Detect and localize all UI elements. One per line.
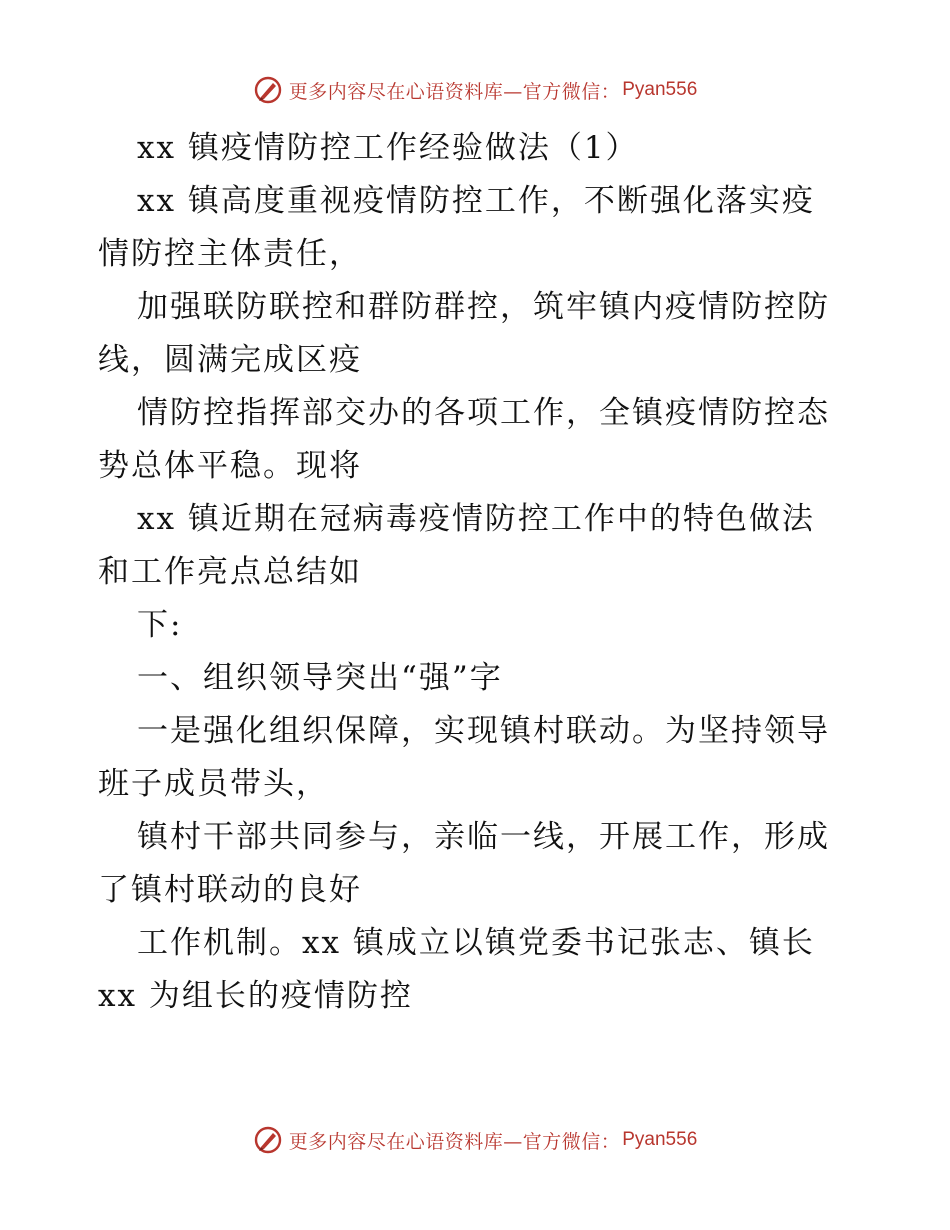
document-body bbox=[98, 122, 858, 1023]
watermark-handle: Pyan556 bbox=[622, 79, 698, 100]
doc-line: 情防控指挥部交办的各项工作，全镇疫情防控态 bbox=[137, 395, 830, 431]
doc-line: 和工作亮点总结如 bbox=[98, 554, 362, 590]
doc-line: xx 镇高度重视疫情防控工作，不断强化落实疫 bbox=[137, 183, 815, 219]
doc-line: 情防控主体责任， bbox=[98, 236, 362, 272]
doc-line: 一、组织领导突出“强”字 bbox=[137, 660, 503, 696]
doc-line: 下: bbox=[137, 607, 183, 643]
watermark-text: 更多内容尽在心语资料库—官方微信： bbox=[288, 80, 621, 103]
doc-line: 镇村干部共同参与，亲临一线，开展工作，形成 bbox=[137, 819, 830, 855]
doc-line: xx 镇近期在冠病毒疫情防控工作中的特色做法 bbox=[137, 501, 815, 537]
doc-line: xx 为组长的疫情防控 bbox=[98, 978, 413, 1014]
header-watermark bbox=[0, 70, 950, 110]
pen-logo-icon bbox=[253, 75, 283, 105]
doc-line: 势总体平稳。现将 bbox=[98, 448, 362, 484]
doc-line: xx 镇疫情防控工作经验做法（1） bbox=[137, 130, 639, 166]
pen-logo-icon bbox=[253, 1125, 283, 1155]
doc-line: 了镇村联动的良好 bbox=[98, 872, 362, 908]
watermark-text: 更多内容尽在心语资料库—官方微信： bbox=[288, 1130, 621, 1153]
doc-line: 班子成员带头， bbox=[98, 766, 329, 802]
doc-line: 一是强化组织保障，实现镇村联动。为坚持领导 bbox=[137, 713, 830, 749]
doc-line: 线，圆满完成区疫 bbox=[98, 342, 362, 378]
footer-watermark bbox=[0, 1120, 950, 1160]
doc-line: 加强联防联控和群防群控，筑牢镇内疫情防控防 bbox=[137, 289, 830, 325]
watermark-handle: Pyan556 bbox=[622, 1129, 698, 1150]
doc-line: 工作机制。xx 镇成立以镇党委书记张志、镇长 bbox=[137, 925, 815, 961]
